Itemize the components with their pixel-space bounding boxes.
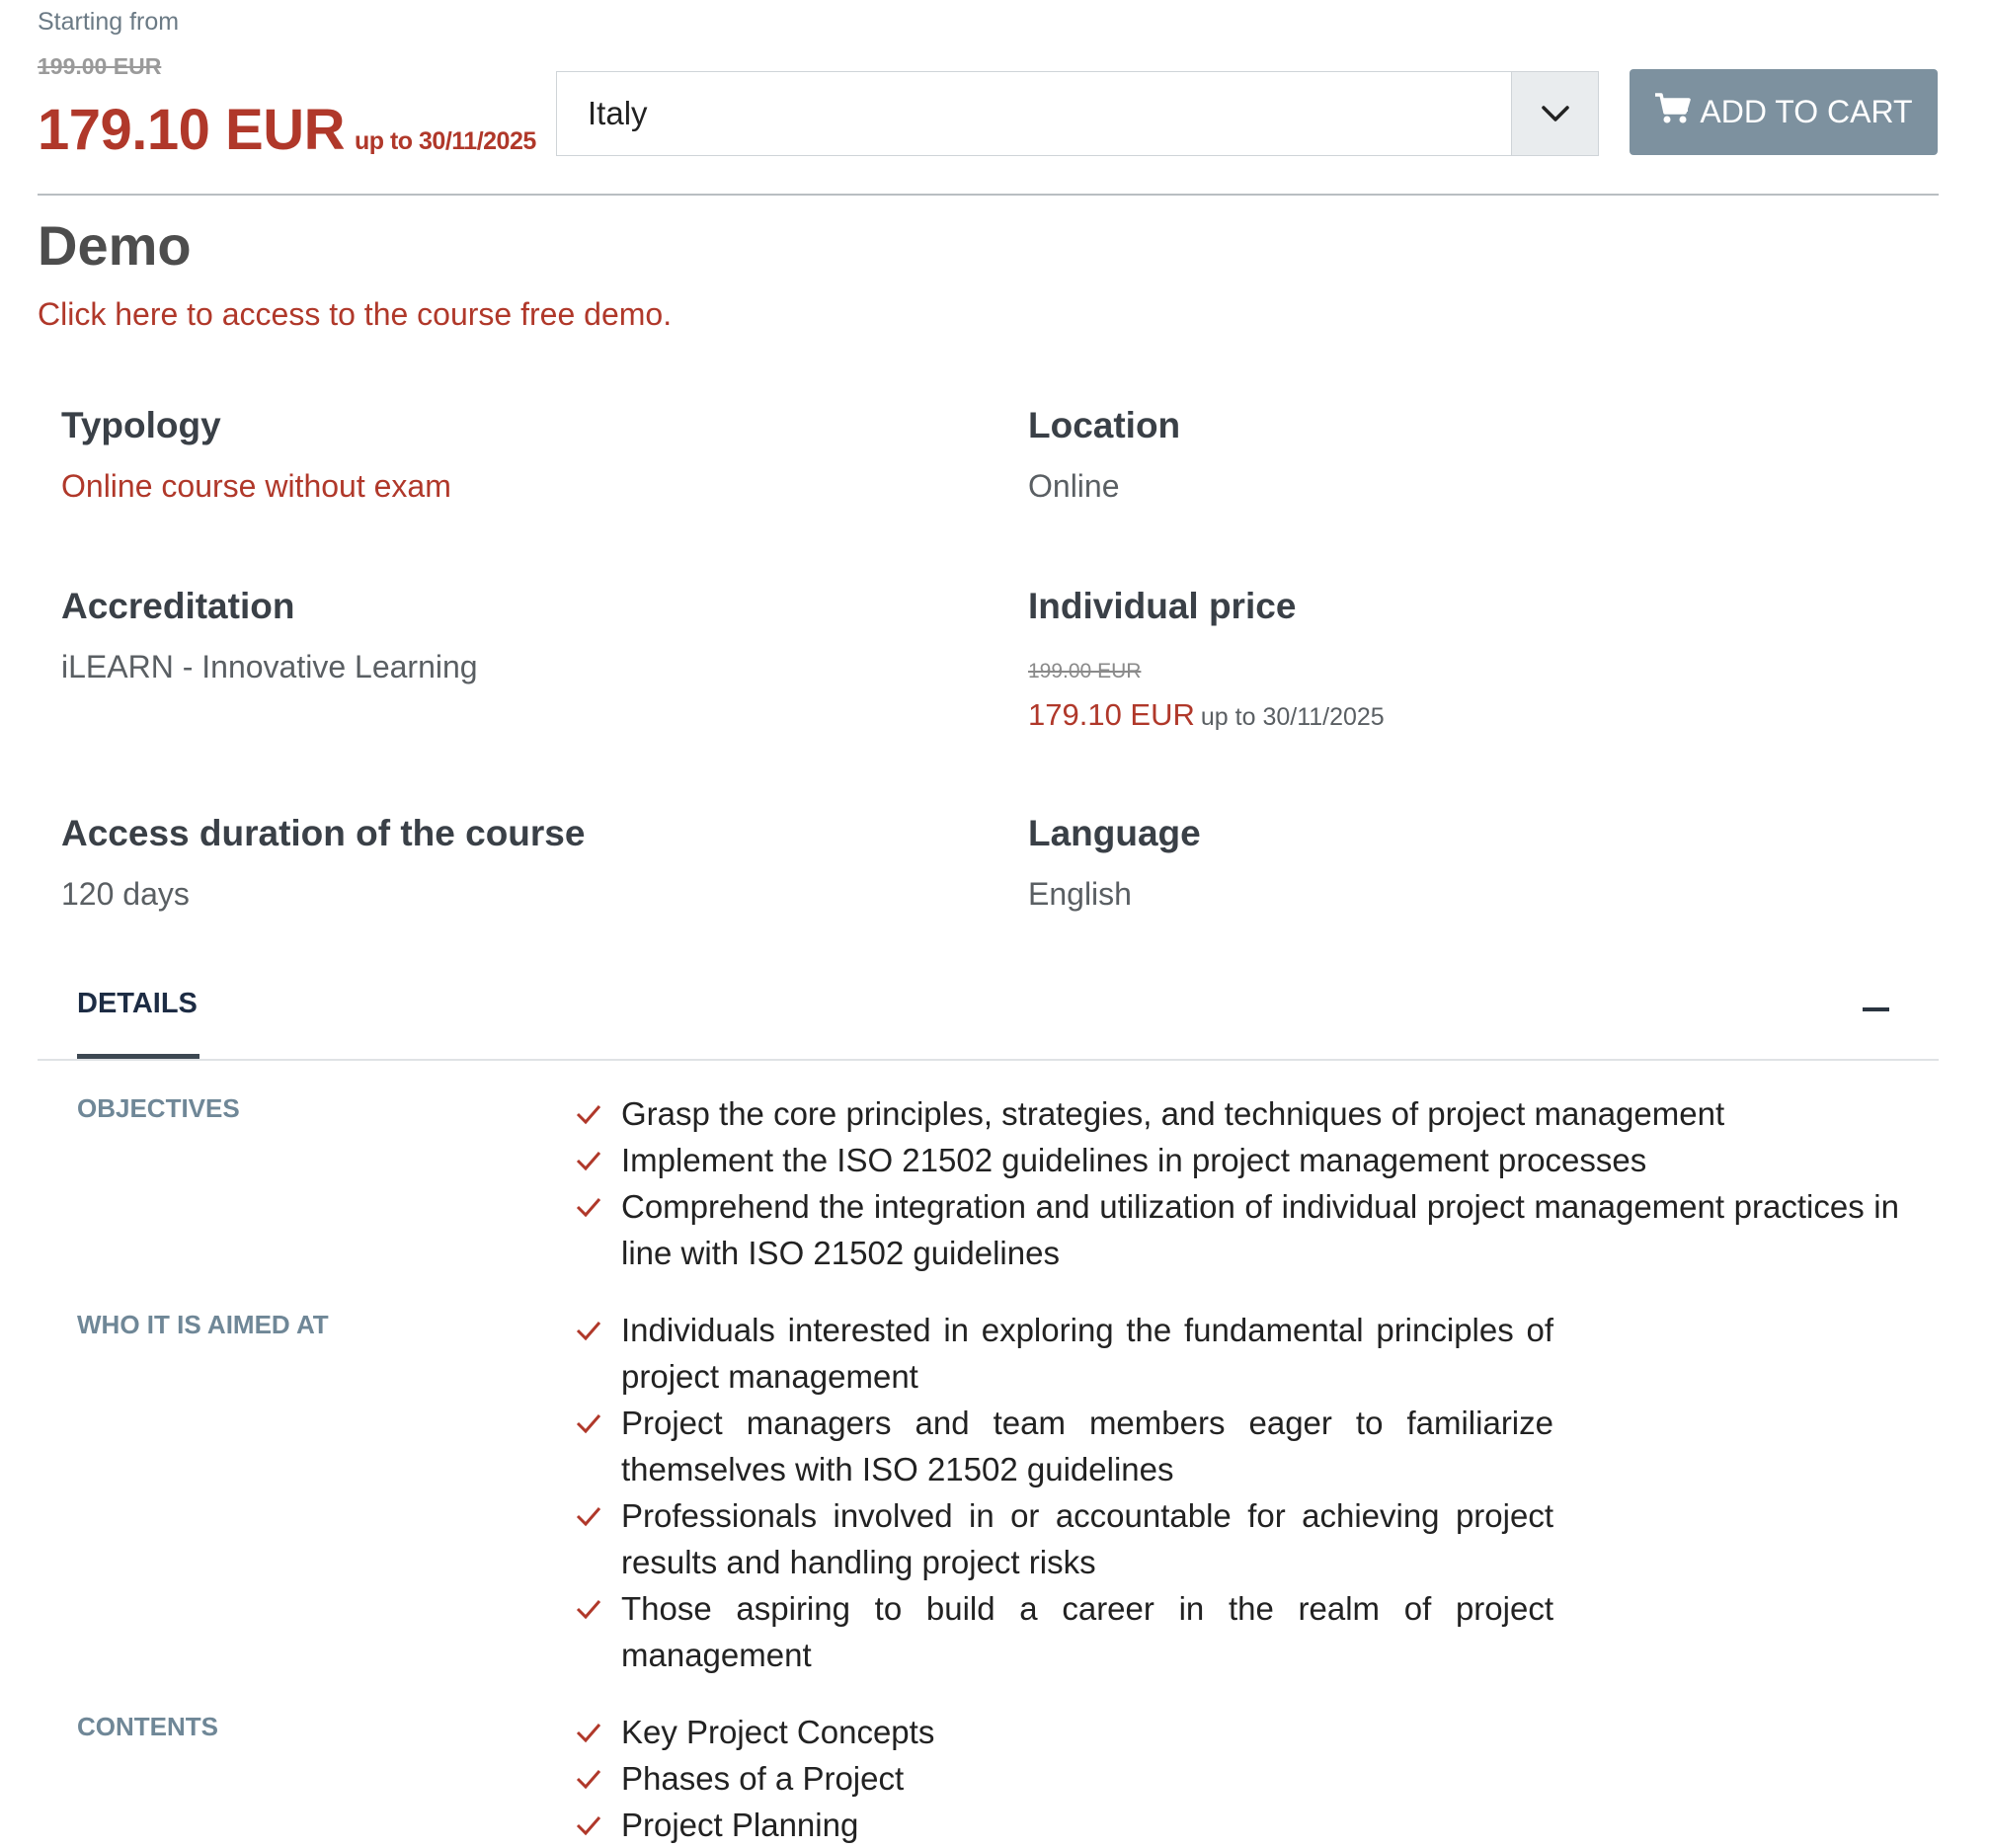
check-icon: [576, 1722, 601, 1743]
check-icon: [576, 1320, 601, 1341]
location-label: Location: [1028, 405, 1181, 445]
list-item-text: Comprehend the integration and utilization of individual project management practices in line with ISO 21502 guidelines: [621, 1188, 1899, 1271]
check-icon: [576, 1103, 601, 1125]
location-value: Online: [1028, 468, 1120, 504]
list-item-text: Individuals interested in exploring the fundamental principles of project management: [621, 1312, 1553, 1395]
list-item: [576, 1400, 1553, 1492]
list-item-text: Key Project Concepts: [621, 1714, 935, 1750]
divider: [38, 1059, 1939, 1061]
current-price-value: 179.10 EUR: [38, 98, 345, 162]
list-item-text: Those aspiring to build a career in the realm of project management: [621, 1590, 1553, 1673]
starting-from-label: Starting from: [38, 8, 180, 36]
contents-list: [576, 1709, 1899, 1848]
chevron-down-icon[interactable]: [1511, 72, 1598, 155]
audience-list: [576, 1307, 1553, 1678]
list-item: [576, 1307, 1553, 1400]
check-icon: [576, 1814, 601, 1836]
old-price: 199.00 EUR: [38, 53, 162, 79]
list-item: [576, 1492, 1553, 1585]
list-item-text: Phases of a Project: [621, 1760, 905, 1797]
tab-details[interactable]: DETAILS: [77, 988, 198, 1019]
price-until: up to 30/11/2025: [354, 127, 536, 155]
list-item: [576, 1755, 1899, 1802]
check-icon: [576, 1412, 601, 1434]
language-value: English: [1028, 876, 1132, 912]
list-item: [576, 1802, 1899, 1848]
typology-value[interactable]: Online course without exam: [61, 468, 451, 504]
check-icon: [576, 1505, 601, 1527]
cart-icon: [1654, 92, 1692, 133]
contents-label: CONTENTS: [77, 1712, 218, 1741]
typology-label: Typology: [61, 405, 221, 445]
individual-price-label: Individual price: [1028, 586, 1297, 626]
divider: [38, 194, 1939, 196]
add-to-cart-label: ADD TO CART: [1700, 94, 1913, 129]
list-item: [576, 1090, 1899, 1137]
add-to-cart-button[interactable]: [1630, 69, 1938, 155]
objectives-label: OBJECTIVES: [77, 1093, 240, 1123]
check-icon: [576, 1768, 601, 1790]
check-icon: [576, 1150, 601, 1171]
individual-price-current: [1028, 697, 1385, 733]
list-item-text: Professionals involved in or accountable for achieving project results and handling project risks: [621, 1497, 1553, 1580]
individual-price-value: 179.10 EUR: [1028, 697, 1195, 732]
individual-price-old: 199.00 EUR: [1028, 660, 1142, 683]
access-duration-label: Access duration of the course: [61, 813, 586, 853]
current-price: [38, 97, 536, 163]
list-item-text: Implement the ISO 21502 guidelines in project management processes: [621, 1142, 1647, 1178]
objectives-list: [576, 1090, 1899, 1276]
list-item: [576, 1137, 1899, 1183]
list-item-text: Grasp the core principles, strategies, and techniques of project management: [621, 1095, 1725, 1132]
individual-price-until: up to 30/11/2025: [1200, 703, 1385, 731]
collapse-icon[interactable]: [1863, 1007, 1889, 1011]
audience-label: WHO IT IS AIMED AT: [77, 1310, 329, 1339]
list-item: [576, 1183, 1899, 1276]
country-select-value: Italy: [588, 95, 648, 131]
accreditation-label: Accreditation: [61, 586, 295, 626]
accreditation-value: iLEARN - Innovative Learning: [61, 649, 478, 684]
language-label: Language: [1028, 813, 1201, 853]
check-icon: [576, 1196, 601, 1218]
demo-title: Demo: [38, 214, 192, 277]
country-select[interactable]: [556, 71, 1599, 156]
list-item: [576, 1585, 1553, 1678]
list-item-text: Project Planning: [621, 1807, 859, 1843]
check-icon: [576, 1598, 601, 1620]
list-item: [576, 1709, 1899, 1755]
access-duration-value: 120 days: [61, 876, 190, 912]
list-item-text: Project managers and team members eager to familiarize themselves with ISO 21502 guidelines: [621, 1405, 1553, 1487]
demo-link[interactable]: Click here to access to the course free demo.: [38, 296, 673, 332]
